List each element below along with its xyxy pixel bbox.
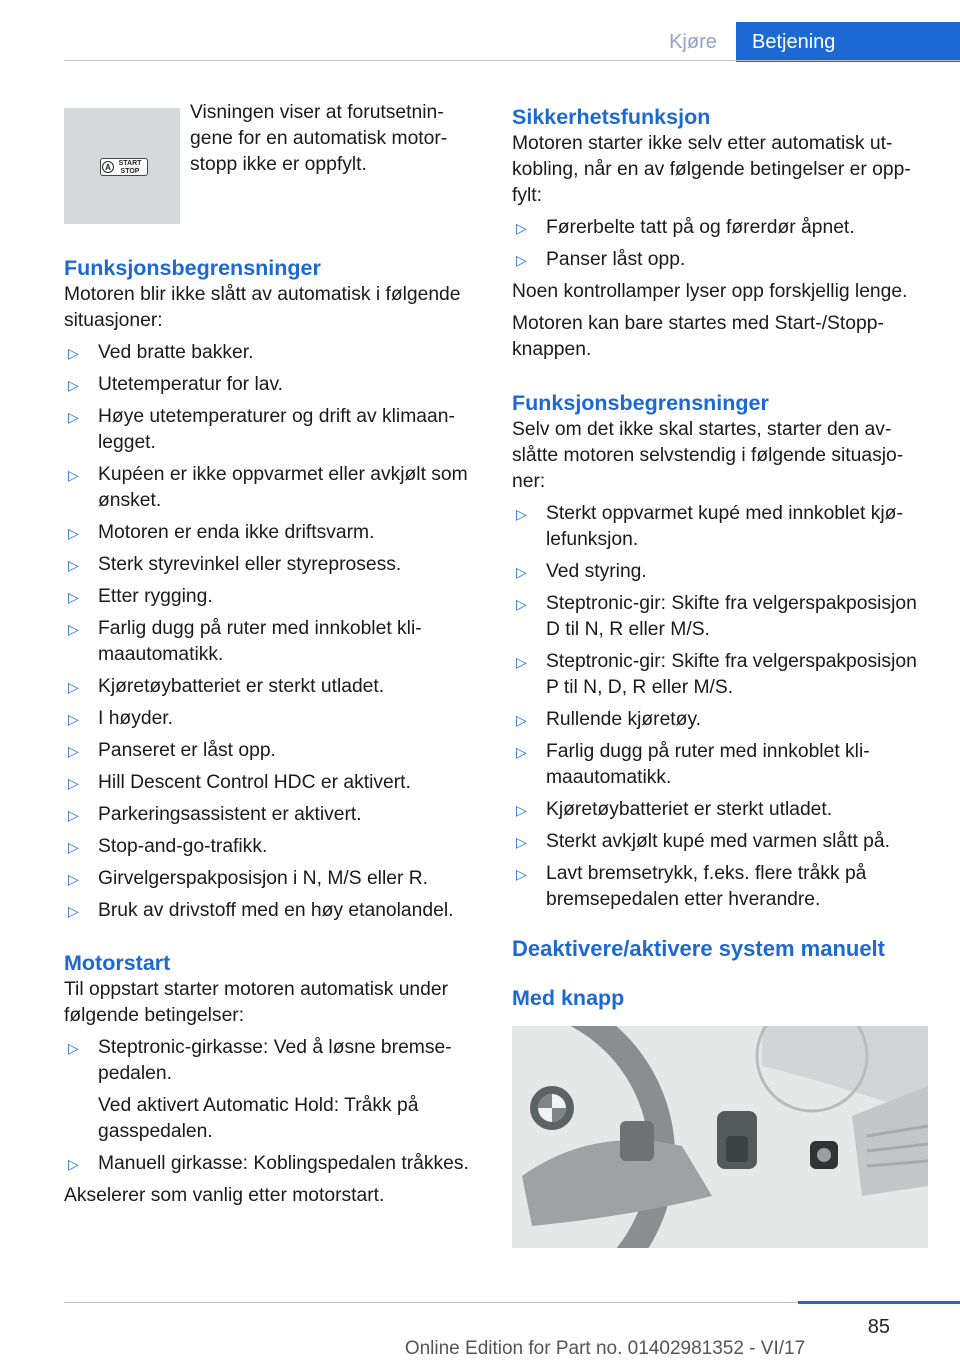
footer-accent-bar (798, 1301, 960, 1304)
bullet-triangle-icon: ▷ (68, 1156, 79, 1172)
section-safety (512, 103, 928, 363)
bullet-triangle-icon: ▷ (516, 866, 527, 882)
section-text: Motoren blir ikke slått av automatisk i følgende situasjoner: (64, 284, 461, 331)
bullet-triangle-icon: ▷ (68, 1040, 79, 1056)
section-text: Motoren kan bare startes med Start-/Stopp-knappen. (512, 313, 884, 360)
list-item (64, 898, 480, 924)
page-number: 85 (867, 1316, 890, 1338)
list-item-text: Lavt bremsetrykk, f.eks. flere tråkk på bremsepedalen etter hverandre. (546, 863, 867, 910)
autostart-list (512, 501, 928, 913)
warning-start-icon: A (102, 161, 114, 173)
section-motorstart (64, 949, 480, 1209)
section-text: Noen kontrollamper lyser opp forskjellig lenge. (512, 281, 908, 302)
list-item: ▷ Manuell girkasse: Koblingspedalen tråkkes. (64, 1151, 480, 1177)
list-item-text: Kjøretøybatteriet er sterkt utladet. (546, 799, 833, 820)
list-item-text: Kupéen er ikke oppvarmet eller avkjølt som ønsket. (98, 464, 468, 511)
bullet-triangle-icon: ▷ (68, 409, 79, 425)
section-text: Selv om det ikke skal startes, starter den avslåtte motoren selvstendig i følgende situasjoner: (512, 419, 904, 492)
list-item-text: Bruk av drivstoff med en høy etanolandel. (98, 900, 454, 921)
dashboard-button-image (512, 1026, 928, 1248)
startstop-indicator-image (64, 108, 180, 224)
limitations-list (64, 340, 480, 924)
list-item-text: Kjøretøybatteriet er sterkt utladet. (98, 676, 385, 697)
bullet-triangle-icon: ▷ (516, 220, 527, 236)
list-item (64, 706, 480, 732)
list-item-text: I høyder. (98, 708, 174, 729)
section-text: Akselerer som vanlig etter motorstart. (64, 1185, 385, 1206)
safety-list (512, 215, 928, 273)
bullet-triangle-icon: ▷ (68, 621, 79, 637)
bullet-triangle-icon: ▷ (68, 345, 79, 361)
bullet-triangle-icon: ▷ (68, 743, 79, 759)
list-item (64, 340, 480, 366)
header-divider (64, 60, 960, 61)
list-item (64, 404, 480, 456)
bullet-triangle-icon: ▷ (516, 744, 527, 760)
bullet-triangle-icon: ▷ (516, 802, 527, 818)
bullet-triangle-icon: ▷ (68, 589, 79, 605)
section-title: Sikkerhetsfunksjon (512, 105, 711, 129)
list-item (64, 802, 480, 828)
list-item-text: Hill Descent Control HDC er aktivert. (98, 772, 411, 793)
section-manual (512, 934, 928, 1012)
list-item-text: Farlig dugg på ruter med innkoblet klimaautomatikk. (98, 618, 422, 665)
startstop-badge (100, 158, 148, 176)
list-item (512, 739, 928, 791)
list-item (512, 247, 928, 273)
list-item (64, 770, 480, 796)
list-item (512, 707, 928, 733)
list-item (512, 215, 928, 241)
tab-betjening[interactable]: Betjening (736, 22, 960, 62)
section-text: Motoren starter ikke selv etter automatisk utkobling, når en av følgende betingelser er oppfylt: (512, 133, 911, 206)
list-item-text: Sterkt oppvarmet kupé med innkoblet kjølefunksjon. (546, 503, 903, 550)
list-item-text: Panseret er låst opp. (98, 740, 276, 761)
list-item (64, 616, 480, 668)
bullet-triangle-icon: ▷ (516, 252, 527, 268)
list-item (64, 520, 480, 546)
steering-wheel-illustration (512, 1026, 928, 1248)
list-item (512, 829, 928, 855)
list-item (64, 552, 480, 578)
list-item-text: Parkeringsassistent er aktivert. (98, 804, 362, 825)
tab-kjore[interactable]: Kjøre (669, 31, 717, 53)
section-limitations-right (512, 389, 928, 919)
motorstart-list (64, 1035, 480, 1177)
intro-block (190, 100, 480, 178)
list-item: ▷ Steptronic-girkasse: Ved å løsne bremsepedalen. Ved aktivert Automatic Hold: Tråkk på gasspedalen. (64, 1035, 480, 1145)
bullet-triangle-icon: ▷ (516, 506, 527, 522)
section-limitations-left (64, 254, 480, 930)
bullet-triangle-icon: ▷ (68, 467, 79, 483)
intro-text: Visningen viser at forutsetningene for en automatisk motorstopp ikke er oppfylt. (190, 102, 448, 175)
list-item (64, 462, 480, 514)
bullet-triangle-icon: ▷ (68, 711, 79, 727)
bullet-triangle-icon: ▷ (68, 903, 79, 919)
bullet-triangle-icon: ▷ (68, 679, 79, 695)
list-item (64, 834, 480, 860)
list-item (64, 674, 480, 700)
section-title: Deaktivere/aktivere system manuelt (512, 936, 885, 961)
list-item-text: Sterk styrevinkel eller styreprosess. (98, 554, 402, 575)
section-title: Funksjonsbegrensninger (64, 256, 321, 280)
section-text: Til oppstart starter motoren automatisk under følgende betingelser: (64, 979, 449, 1026)
list-item-text: Høye utetemperaturer og drift av klimaanlegget. (98, 406, 455, 453)
bullet-triangle-icon: ▷ (68, 839, 79, 855)
list-item (512, 861, 928, 913)
list-item-text: Ved bratte bakker. (98, 342, 254, 363)
bullet-triangle-icon: ▷ (68, 525, 79, 541)
list-item (512, 797, 928, 823)
list-item (512, 501, 928, 553)
list-item-text: Etter rygging. (98, 586, 213, 607)
list-item (64, 738, 480, 764)
list-item (64, 584, 480, 610)
bullet-triangle-icon: ▷ (516, 834, 527, 850)
bullet-triangle-icon: ▷ (516, 654, 527, 670)
section-subtitle: Med knapp (512, 986, 625, 1010)
list-item (64, 866, 480, 892)
edition-text: Online Edition for Part no. 01402981352 - VI/17 (404, 1338, 806, 1359)
list-item-text: Panser låst opp. (546, 249, 686, 270)
section-title: Motorstart (64, 951, 171, 975)
list-item-text: Girvelgerspakposisjon i N, M/S eller R. (98, 868, 429, 889)
bullet-triangle-icon: ▷ (68, 557, 79, 573)
bullet-triangle-icon: ▷ (516, 712, 527, 728)
list-item (512, 559, 928, 585)
list-item (64, 372, 480, 398)
section-title: Funksjonsbegrensninger (512, 391, 769, 415)
list-item-text: Steptronic-gir: Skifte fra velgerspakposisjon D til N, R eller M/S. (546, 593, 917, 640)
list-item-text: Motoren er enda ikke driftsvarm. (98, 522, 375, 543)
list-item-subtext: Ved aktivert Automatic Hold: Tråkk på gasspedalen. (98, 1095, 419, 1142)
list-item-text: Steptronic-gir: Skifte fra velgerspakposisjon P til N, D, R eller M/S. (546, 651, 917, 698)
list-item-text: Førerbelte tatt på og førerdør åpnet. (546, 217, 855, 238)
bullet-triangle-icon: ▷ (68, 871, 79, 887)
list-item-text: Ved styring. (546, 561, 647, 582)
list-item-text: Rullende kjøretøy. (546, 709, 702, 730)
startstop-label: START STOP (118, 160, 142, 175)
bullet-triangle-icon: ▷ (516, 596, 527, 612)
list-item-text: Utetemperatur for lav. (98, 374, 284, 395)
list-item-text: Sterkt avkjølt kupé med varmen slått på. (546, 831, 890, 852)
bullet-triangle-icon: ▷ (68, 807, 79, 823)
bullet-triangle-icon: ▷ (516, 564, 527, 580)
list-item-text: Farlig dugg på ruter med innkoblet klimaautomatikk. (546, 741, 870, 788)
list-item-text: Stop-and-go-trafikk. (98, 836, 268, 857)
list-item (512, 649, 928, 701)
bullet-triangle-icon: ▷ (68, 775, 79, 791)
list-item (512, 591, 928, 643)
bullet-triangle-icon: ▷ (68, 377, 79, 393)
